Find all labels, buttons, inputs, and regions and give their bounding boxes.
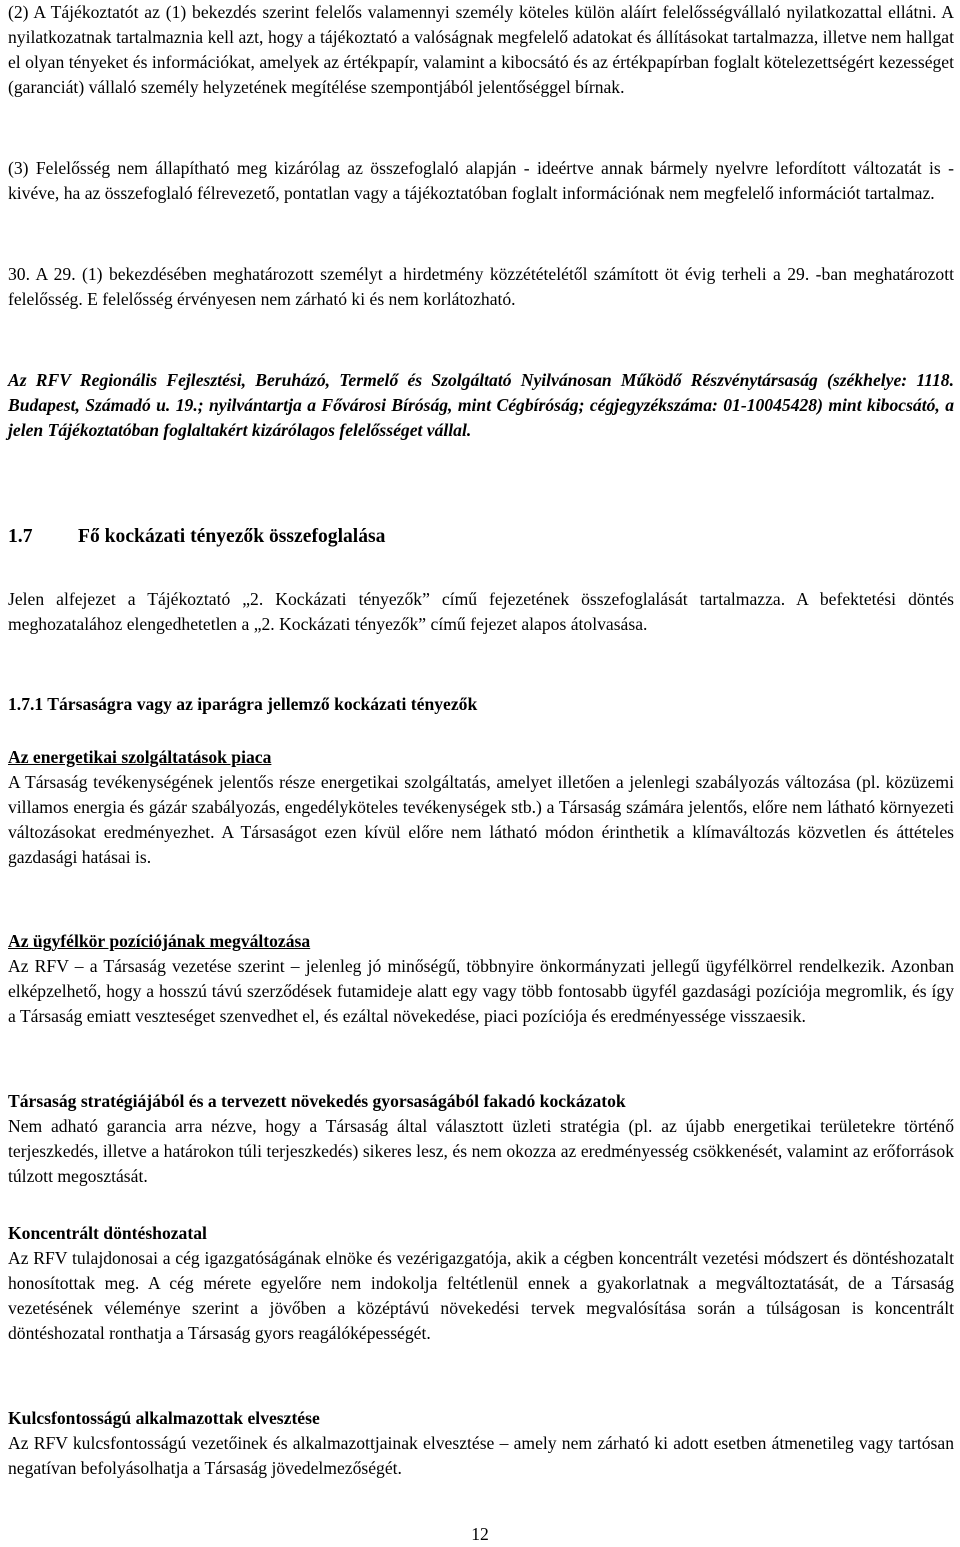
risk-text: A Társaság tevékenységének jelentős része energetikai szolgáltatás, amelyet illetően a jelenlegi szabályozás változása (pl. közüzemi villamos energia és gázár szabályozás, engedélyköteles tevékenységek stb.) a Társaság számára jelentős, előre nem látható környezeti változásokat eredményezhet. A Társaságot ezen kívül előre nem látható módon érinthetik a klímaváltozás közvetlen és áttételes gazdasági hatásai is. [8, 771, 954, 867]
risk-heading: Az ügyfélkör pozíciójának megváltozása [8, 931, 311, 951]
risk-heading: Koncentrált döntéshozatal [8, 1223, 207, 1243]
risk-text: Az RFV tulajdonosai a cég igazgatóságának elnöke és vezérigazgatója, akik a cégben koncentrált vezetési módszert és döntéshozatalt honosítottak meg. A cég mérete egyelőre nem indokolja feltétlenül ennek a gyakorlatnak a megváltoztatását, de a Társaság vezetésének véleménye szerint a jövőben a középtávú növekedési tervek megvalósítása során a túlságosan is koncentrált döntéshozatal ronthatja a Társaság gyors reagálóképességét. [8, 1247, 954, 1343]
risk-concentrated-decisions [8, 1221, 954, 1346]
risk-heading: Az energetikai szolgáltatások piaca [8, 747, 272, 767]
page-number: 12 [471, 1524, 489, 1544]
paragraph-2: (2) A Tájékoztatót az (1) bekezdés szerint felelős valamennyi személy köteles külön aláírt felelősségvállaló nyilatkozattal ellátni. A nyilatkozatnak tartalmaznia kell azt, hogy a tájékoztató a valóságnak megfelelő adatokat és állításokat tartalmazza, illetve nem hallgat el olyan tényeket és információkat, amelyek az értékpapír, valamint a kibocsátó és az értékpapírban foglalt kötelezettségért kezességet (garanciát) vállaló személy helyzetének megítélése szempontjából jelentőséggel bírnak. [8, 2, 954, 97]
paragraph-3: (3) Felelősség nem állapítható meg kizárólag az összefoglaló alapján - ideértve annak bármely nyelvre lefordított változatát is - kivéve, ha az összefoglaló félrevezető, pontatlan vagy a tájékoztatóban foglalt információnak nem megfelelő információt tartalmaz. [8, 158, 954, 203]
section-number: 1.7 [8, 526, 33, 547]
paragraph-30: 30. A 29. (1) bekezdésében meghatározott személyt a hirdetmény közzétételétől számított öt évig terheli a 29. -ban meghatározott felelősség. E felelősség érvényesen nem zárható ki és nem korlátozható. [8, 264, 954, 309]
risk-strategy-growth [8, 1089, 954, 1189]
risk-text: Nem adható garancia arra nézve, hogy a Társaság által választott üzleti stratégia (pl. az újabb energetikai területekre történő terjeszkedés, illetve a határokon túli terjeszkedés) sikeres lesz, és nem okozza az eredményesség csökkenését, valamint az erőforrások túlzott megosztását. [8, 1115, 954, 1186]
section-intro: Jelen alfejezet a Tájékoztató „2. Kockázati tényezők” című fejezetének összefoglalását tartalmazza. A befektetési döntés meghozatalához elengedhetetlen a „2. Kockázati tényezők” című fejezet alapos átolvasása. [8, 589, 954, 634]
section-title: Fő kockázati tényezők összefoglalása [78, 526, 386, 547]
section-heading [8, 525, 954, 550]
risk-heading: Társaság stratégiájából és a tervezett növekedés gyorsaságából fakadó kockázatok [8, 1091, 626, 1111]
subsection-heading: 1.7.1 Társaságra vagy az iparágra jellemző kockázati tényezők [8, 694, 478, 714]
risk-text: Az RFV kulcsfontosságú vezetőinek és alkalmazottjainak elvesztése – amely nem zárható ki adott esetben átmenetileg vagy tartósan negatívan befolyásolhatja a Társaság jövedelmezőségét. [8, 1432, 954, 1478]
risk-key-staff-loss [8, 1406, 954, 1481]
risk-energy-market [8, 745, 954, 870]
risk-client-position [8, 929, 954, 1029]
risk-heading: Kulcsfontosságú alkalmazottak elvesztése [8, 1408, 320, 1428]
issuer-responsibility-statement: Az RFV Regionális Fejlesztési, Beruházó, Termelő és Szolgáltató Nyilvánosan Működő Részvénytársaság (székhelye: 1118. Budapest, Számadó u. 19.; nyilvántartja a Fővárosi Bíróság, mint Cégbíróság; cégjegyzékszáma: 01-10045428) mint kibocsátó, a jelen Tájékoztatóban foglaltakért kizárólagos felelősséget vállal. [8, 370, 954, 440]
risk-text: Az RFV – a Társaság vezetése szerint – jelenleg jó minőségű, többnyire önkormányzati jellegű ügyfélkörrel rendelkezik. Azonban elképzelhető, hogy a hosszú távú szerződések futamideje alatt egy vagy több fontosabb ügyfél gazdasági pozíciója megromlik, és így a Társaság emiatt veszteséget szenvedhet el, és ezáltal növekedése, piaci pozíciója és eredményessége visszaesik. [8, 955, 954, 1026]
